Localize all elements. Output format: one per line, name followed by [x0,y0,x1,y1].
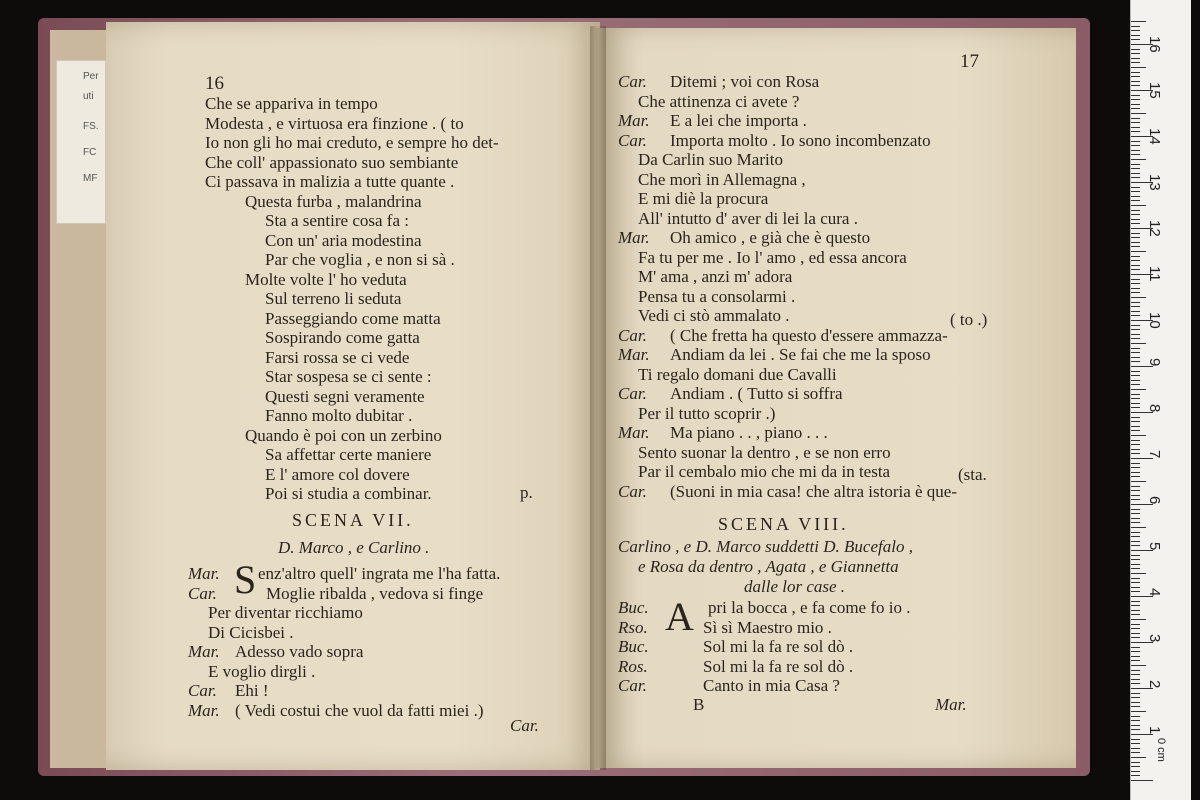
ruler-tick [1131,30,1140,31]
scene-cast: D. Marco , e Carlino . [278,538,430,557]
ruler-tick [1131,72,1140,73]
ruler-tick [1131,233,1140,234]
book-gutter [590,26,606,770]
ruler-tick [1131,288,1140,289]
ruler-tick [1131,656,1140,657]
page-number: 17 [960,51,979,72]
ruler-tick [1131,302,1140,303]
ruler-tick [1131,260,1140,261]
ruler-tick [1131,131,1140,132]
ruler-tick [1131,389,1146,390]
ruler-tick [1131,702,1140,703]
ruler-tick [1131,706,1140,707]
ruler-number: 14 [1146,128,1163,145]
verse-line: Quando è poi con un zerbino [245,425,442,445]
ruler-tick [1131,610,1140,611]
scene-title: SCENA VII. [292,510,414,530]
speaker-name: Car. [618,384,647,403]
ruler-tick [1131,555,1140,556]
ruler-tick [1131,265,1140,266]
ruler-tick [1131,49,1140,50]
ruler-tick [1131,283,1140,284]
dialogue-line: Oh amico , e già che è questo [670,228,871,247]
speaker-name: Car. [618,481,647,501]
ruler-tick [1131,476,1140,477]
speaker-name: Car. [618,72,647,91]
ruler-tick [1131,39,1140,40]
ruler-number: 3 [1146,634,1163,643]
ruler-tick [1131,177,1140,178]
ruler-number: 10 [1146,312,1163,329]
library-slip [56,60,106,224]
ruler-number: 5 [1146,542,1163,551]
ruler-number: 8 [1146,404,1163,413]
ruler-tick [1131,338,1140,339]
ruler-tick [1131,58,1140,59]
ruler-tick [1131,536,1140,537]
speaker-name: Car. [618,130,647,150]
verse-line: Fanno molto dubitar . [265,406,413,425]
ruler-tick [1131,766,1140,767]
dialogue-line: Ehi ! [235,681,269,700]
dialogue-line: Sento suonar la dentro , e se non erro [638,442,891,462]
ruler-tick [1131,371,1140,372]
dialogue-line: E mi diè la procura [638,189,769,208]
ruler-tick [1131,444,1140,445]
ruler-tick [1131,591,1140,592]
ruler-tick [1131,168,1140,169]
ruler-tick [1131,674,1140,675]
ruler-tick [1131,522,1140,523]
ruler-tick [1131,53,1140,54]
drop-cap: S [234,557,257,602]
ruler-tick [1131,141,1140,142]
ruler-tick [1131,518,1140,519]
verse-line: Io non gli ho mai creduto, e sempre ho det- [205,133,499,152]
ruler-tick [1131,440,1140,441]
ruler-tick [1131,214,1140,215]
dialogue-line: Da Carlin suo Marito [638,150,783,169]
ruler-tick [1131,187,1140,188]
ruler-tick [1131,683,1140,684]
ruler-tick [1131,430,1140,431]
dialogue-line: Ti regalo domani due Cavalli [638,364,837,384]
ruler-tick [1131,679,1140,680]
ruler-number: 6 [1146,496,1163,505]
verse-line: Passeggiando come matta [265,308,441,328]
ruler-tick [1131,325,1140,326]
ruler-tick [1131,739,1140,740]
ruler-number: 13 [1146,174,1163,191]
verse-line: Modesta , e virtuosa era finzione . ( to [205,113,464,133]
ruler-tick [1131,509,1140,510]
ruler-number: 4 [1146,588,1163,597]
ruler-tick [1131,398,1140,399]
dialogue-line: M' ama , anzi m' adora [638,267,793,286]
speaker-name: Mar. [618,228,650,247]
slip-label: FS. [83,121,99,132]
ruler-tick [1131,223,1140,224]
ruler-tick [1131,122,1140,123]
ruler-tick [1131,150,1140,151]
scene-cast: dalle lor case . [744,577,846,596]
verse-line: Sul terreno li seduta [265,289,402,308]
verse-line: Con un' aria modestina [265,230,422,250]
ruler-tick [1131,242,1140,243]
ruler-tick [1131,297,1146,298]
ruler-tick [1131,352,1140,353]
ruler-tick [1131,205,1146,206]
ruler-tick [1131,619,1146,620]
ruler-tick [1131,237,1140,238]
ruler-tick [1131,771,1140,772]
speaker-name: Buc. [618,598,649,617]
ruler-tick [1131,725,1140,726]
ruler-number: 2 [1146,680,1163,689]
ruler-tick [1131,463,1140,464]
speaker-name: Mar. [188,642,220,661]
ruler-tick [1131,513,1140,514]
ruler-tick [1131,67,1146,68]
speaker-name: Ros. [618,656,648,676]
speaker-name: Car. [188,583,217,603]
ruler-tick [1131,417,1140,418]
speaker-name: Rso. [618,617,648,637]
ruler-tick [1131,582,1140,583]
ruler-tick [1131,127,1140,128]
ruler-tick [1131,99,1140,100]
ruler-tick [1131,251,1146,252]
ruler-tick [1131,532,1140,533]
ruler-tick [1131,665,1146,666]
ruler-tick [1131,651,1140,652]
ruler-tick [1131,467,1140,468]
ruler-tick [1131,421,1140,422]
ruler-tick [1131,647,1140,648]
ruler-tick [1131,453,1140,454]
page-number: 16 [205,73,224,94]
verse-line: Questi segni veramente [265,386,425,406]
ruler-unit: 0 cm [1155,738,1167,762]
dialogue-line: Pensa tu a consolarmi . [638,286,796,306]
speaker-name: Mar. [618,345,650,364]
ruler-tick [1131,720,1140,721]
slip-label: FC [83,147,97,158]
dialogue-line: Di Cicisbei . [208,622,294,642]
dialogue-line: Sol mi la fa re sol dò . [703,656,854,676]
ruler-tick [1131,564,1140,565]
ruler-tick [1131,624,1140,625]
speaker-name: Mar. [188,564,220,583]
scene-title: SCENA VIII. [718,514,849,534]
speaker-name: Mar. [618,111,650,130]
ruler-tick [1131,357,1140,358]
ruler-tick [1131,573,1146,574]
verse-line: Sospirando come gatta [265,328,420,347]
dialogue-line: Adesso vado sopra [235,642,364,661]
ruler-tick [1131,394,1140,395]
ruler-tick [1131,384,1140,385]
ruler-number: 16 [1146,36,1163,53]
ruler-tick [1131,578,1140,579]
dialogue-line: Moglie ribalda , vedova si finge [266,583,484,603]
dialogue-line: Vedi ci stò ammalato . [638,306,790,325]
ruler-tick [1131,628,1140,629]
verse-line: Par che voglia , e non si sà . [265,250,455,269]
stage-aside: ( to .) [950,310,988,329]
ruler-tick [1131,693,1140,694]
verse-line: Ci passava in malizia a tutte quante . [205,172,455,191]
ruler-tick [1131,85,1140,86]
ruler-number: 7 [1146,450,1163,459]
ruler-tick [1131,748,1140,749]
ruler-tick [1131,472,1140,473]
ruler-tick [1131,306,1140,307]
catchword: Car. [510,716,539,735]
ruler-tick [1131,118,1140,119]
ruler-tick [1131,743,1140,744]
ruler-tick [1131,329,1140,330]
verse-line: Star sospesa se ci sente : [265,367,432,386]
ruler-tick [1131,587,1140,588]
ruler-tick [1131,559,1140,560]
ruler-tick [1131,486,1140,487]
dialogue-line: Ditemi ; voi con Rosa [670,72,820,91]
ruler-tick [1131,449,1140,450]
dialogue-line: Andiam da lei . Se fai che me la sposo [670,345,931,364]
stage-aside: (sta. [958,465,987,484]
ruler-tick [1131,568,1140,569]
dialogue-line: Andiam . ( Tutto si soffra [670,384,843,403]
ruler-tick [1131,21,1146,22]
speaker-name: Car. [618,676,647,695]
ruler-tick [1131,780,1153,781]
verse-line: Questa furba , malandrina [245,191,422,211]
ruler-tick [1131,775,1140,776]
dialogue-line: Ma piano . . , piano . . . [670,423,828,442]
ruler-tick [1131,269,1140,270]
ruler-tick [1131,729,1140,730]
ruler-tick [1131,380,1140,381]
dialogue-line: Fa tu per me . Io l' amo , ed essa ancora [638,247,907,267]
ruler-tick [1131,545,1140,546]
ruler-tick [1131,145,1140,146]
dialogue-line: ( Che fretta ha questo d'essere ammazza- [670,325,948,345]
scene-cast: Carlino , e D. Marco suddetti D. Bucefalo , [618,537,913,556]
ruler-tick [1131,219,1140,220]
ruler-tick [1131,62,1140,63]
ruler-tick [1131,637,1140,638]
ruler-tick [1131,113,1146,114]
verse-line: Sa affettar certe maniere [265,445,432,464]
verse-line: Che se appariva in tempo [205,94,378,113]
ruler-tick [1131,633,1140,634]
speaker-name: Car. [188,681,217,700]
ruler-tick [1131,697,1140,698]
ruler-tick [1131,292,1140,293]
ruler-tick [1131,407,1140,408]
ruler-tick [1131,762,1140,763]
ruler-tick [1131,159,1146,160]
catchword: Mar. [935,695,967,714]
ruler-tick [1131,757,1146,758]
ruler-number: 9 [1146,358,1163,367]
slip-label: Per [83,71,99,82]
ruler-tick [1131,499,1140,500]
ruler-tick [1131,334,1140,335]
ruler-tick [1131,605,1140,606]
ruler-tick [1131,154,1140,155]
ruler-tick [1131,716,1140,717]
dialogue-line: E voglio dirgli . [208,661,316,681]
ruler-number: 15 [1146,82,1163,99]
ruler-tick [1131,426,1140,427]
verse-line: Molte volte l' ho veduta [245,269,407,289]
ruler-tick [1131,375,1140,376]
ruler-tick [1131,76,1140,77]
dialogue-line: Per il tutto scoprir .) [638,403,776,423]
ruler-tick [1131,311,1140,312]
scene-cast: e Rosa da dentro , Agata , e Giannetta [638,557,899,576]
ruler-tick [1131,173,1140,174]
verse-line: Che coll' appassionato suo sembiante [205,152,459,172]
ruler-tick [1131,343,1146,344]
dialogue-line: enz'altro quell' ingrata me l'ha fatta. [258,564,501,583]
ruler-tick [1131,495,1140,496]
speaker-name: Buc. [618,637,649,656]
ruler-tick [1131,527,1146,528]
ruler-tick [1131,200,1140,201]
dialogue-line: Par il cembalo mio che mi da in testa [638,462,891,481]
ruler-tick [1131,752,1140,753]
drop-cap: A [665,594,694,639]
dialogue-line: Sol mi la fa re sol dò . [703,637,854,656]
ruler-tick [1131,104,1140,105]
dialogue-line: Che morì in Allemagna , [638,169,806,189]
ruler-tick [1131,403,1140,404]
ruler-tick [1131,711,1146,712]
ruler-tick [1131,435,1146,436]
speaker-name: Mar. [188,700,220,720]
dialogue-line: Sì sì Maestro mio . [703,617,832,637]
ruler-number: 12 [1146,220,1163,237]
ruler-tick [1131,210,1140,211]
speaker-name: Mar. [618,423,650,442]
verse-line: Farsi rossa se ci vede [265,347,410,367]
ruler-tick [1131,35,1140,36]
dialogue-line: Che attinenza ci avete ? [638,91,800,111]
dialogue-line: Per diventar ricchiamo [208,603,363,622]
ruler-tick [1131,614,1140,615]
dialogue-line: E a lei che importa . [670,111,807,130]
slip-label: MF [83,173,98,184]
ruler-tick [1131,490,1140,491]
dialogue-line: ( Vedi costui che vuol da fatti miei .) [235,700,484,720]
dialogue-line: All' intutto d' aver di lei la cura . [638,208,858,228]
ruler-tick [1131,670,1140,671]
ruler-tick [1131,541,1140,542]
ruler-number: 1 [1146,726,1163,735]
ruler-number: 11 [1146,266,1163,282]
ruler-tick [1131,164,1140,165]
verse-line: E l' amore col dovere [265,464,410,484]
speaker-name: Car. [618,325,647,345]
ruler-tick [1131,601,1140,602]
slip-label: uti [83,91,94,102]
measuring-ruler [1130,0,1191,800]
ruler-tick [1131,481,1146,482]
ruler-tick [1131,315,1140,316]
ruler-tick [1131,348,1140,349]
verse-line: Poi si studia a combinar. [265,484,432,503]
exit-mark: p. [520,483,533,502]
ruler-tick [1131,196,1140,197]
signature-mark: B [693,695,705,714]
dialogue-line: pri la bocca , e fa come fo io . [708,598,911,617]
ruler-tick [1131,660,1140,661]
ruler-tick [1131,26,1140,27]
ruler-tick [1131,108,1140,109]
ruler-tick [1131,256,1140,257]
ruler-tick [1131,191,1140,192]
dialogue-line: Canto in mia Casa ? [703,676,840,695]
verse-line: Sta a sentire cosa fa : [265,211,409,230]
ruler-tick [1131,95,1140,96]
dialogue-line: (Suoni in mia casa! che altra istoria è que- [670,481,957,501]
ruler-tick [1131,361,1140,362]
ruler-tick [1131,279,1140,280]
ruler-tick [1131,246,1140,247]
dialogue-line: Importa molto . Io sono incombenzato [670,130,931,150]
ruler-tick [1131,81,1140,82]
